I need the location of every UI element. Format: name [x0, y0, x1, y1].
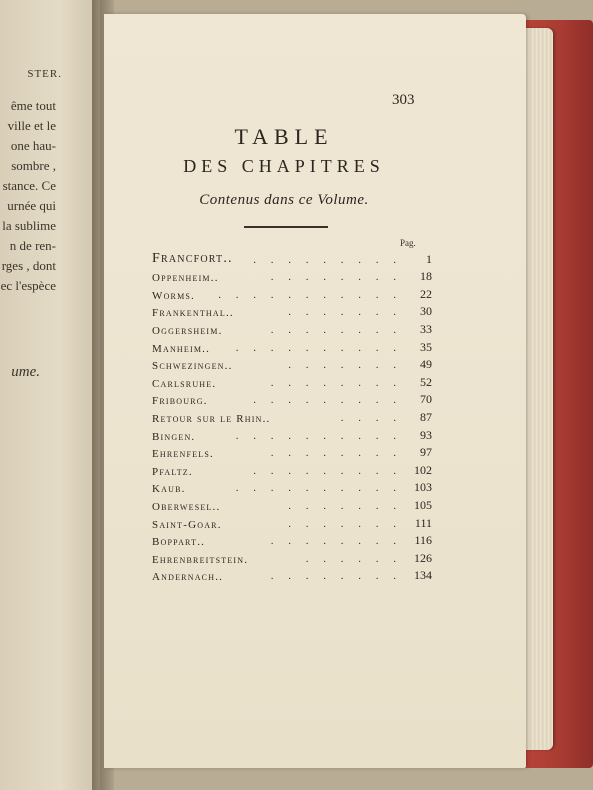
pag-column-label: Pag. — [400, 238, 416, 248]
leader-dots: . . . . . . . — [288, 499, 402, 512]
toc-entry — [152, 285, 432, 303]
chapter-name: Oggersheim. — [152, 324, 223, 337]
chapter-page: 1 — [426, 251, 432, 266]
toc-entry — [152, 391, 432, 409]
chapter-page: 134 — [414, 568, 432, 583]
chapter-name: Oberwesel.. — [152, 500, 221, 513]
leader-dots: . . . . . . . . — [270, 535, 402, 548]
leader-dots: . . . . . . . . . . — [235, 429, 402, 442]
left-page-line: sombre , — [11, 158, 56, 173]
page-number: 303 — [392, 92, 415, 108]
leader-dots: . . . . . . — [305, 552, 402, 565]
leader-dots: . . . . . . . . . — [253, 464, 402, 477]
toc-entry — [152, 303, 432, 321]
leader-dots: . . . . . . . — [288, 359, 402, 372]
toc-entry — [152, 426, 432, 444]
toc-entry — [152, 338, 432, 356]
chapter-name: Ehrenbreitstein. — [152, 553, 249, 566]
left-page-line: ême tout — [10, 98, 56, 113]
toc-entry — [152, 532, 432, 550]
chapter-name: Fribourg. — [152, 395, 208, 408]
toc-entry — [152, 514, 432, 532]
chapter-page: 97 — [420, 445, 432, 460]
toc-entry — [152, 250, 432, 268]
chapter-name: Ehrenfels. — [152, 448, 214, 461]
left-page-line: one hau- — [10, 138, 56, 153]
toc-entry — [152, 268, 432, 286]
toc-entry — [152, 496, 432, 514]
chapter-page: 111 — [414, 515, 432, 530]
chapter-name: Boppart.. — [152, 536, 206, 549]
chapter-name: Andernach.. — [152, 571, 224, 584]
chapter-page: 70 — [420, 392, 432, 407]
chapter-name: Pfaltz. — [152, 465, 193, 478]
toc-entry — [152, 444, 432, 462]
leader-dots: . . . . . . . . . — [253, 394, 402, 407]
chapter-page: 126 — [414, 550, 432, 565]
leader-dots: . . . . . . . — [288, 517, 402, 530]
leader-dots: . . . . . . . — [288, 306, 402, 319]
toc-list — [152, 250, 432, 584]
chapter-page: 35 — [420, 339, 432, 354]
chapter-name: Carlsruhe. — [152, 377, 217, 390]
leader-dots: . . . . . . . . . . — [235, 482, 402, 495]
chapter-page: 33 — [420, 321, 432, 336]
chapter-name: Worms. — [152, 289, 196, 302]
chapter-name: Frankenthal.. — [152, 307, 234, 320]
toc-entry — [152, 356, 432, 374]
chapter-page: 102 — [414, 462, 432, 477]
chapter-name: Saint-Goar. — [152, 518, 222, 531]
chapter-page: 52 — [420, 374, 432, 389]
chapter-page: 18 — [420, 269, 432, 284]
left-page-line: ume. — [11, 364, 40, 380]
left-page-line: rges , dont — [1, 258, 56, 273]
leader-dots: . . . . . . . . . . — [235, 341, 402, 354]
chapter-page: 22 — [420, 286, 432, 301]
chapter-name: Oppenheim.. — [152, 272, 219, 285]
left-page-line: n de ren- — [9, 238, 56, 253]
page-subtitle: DES CHAPITRES — [183, 156, 385, 176]
chapter-page: 87 — [420, 409, 432, 424]
toc-entry — [152, 408, 432, 426]
left-page-line: la sublime — [2, 218, 56, 233]
leader-dots: . . . . . . . . — [270, 323, 402, 336]
leader-dots: . . . . . . . . — [270, 376, 402, 389]
chapter-name: Retour sur le Rhin.. — [152, 412, 271, 425]
left-facing-page — [0, 0, 100, 790]
leader-dots: . . . . . . . . — [270, 271, 402, 284]
chapter-name: Manheim.. — [152, 342, 211, 355]
chapter-page: 30 — [420, 304, 432, 319]
toc-entry — [152, 549, 432, 567]
leader-dots: . . . . . . . . . — [253, 253, 402, 266]
table-of-contents-page — [104, 14, 526, 768]
left-page-line: stance. Ce — [2, 178, 56, 193]
chapter-page: 93 — [420, 427, 432, 442]
toc-entry — [152, 373, 432, 391]
chapter-page: 116 — [414, 533, 432, 548]
leader-dots: . . . . . . . . . . . — [218, 288, 402, 301]
left-page-line: urnée qui — [7, 198, 56, 213]
chapter-name: Francfort.. — [152, 250, 233, 266]
chapter-name: Bingen. — [152, 430, 196, 443]
chapter-page: 49 — [420, 357, 432, 372]
chapter-name: Schwezingen.. — [152, 360, 233, 373]
left-page-line: STER. — [27, 68, 62, 80]
toc-entry — [152, 320, 432, 338]
chapter-name: Kaub. — [152, 483, 186, 496]
toc-entry — [152, 479, 432, 497]
title-rule — [244, 226, 328, 228]
toc-entry — [152, 567, 432, 585]
chapter-page: 105 — [414, 497, 432, 512]
toc-entry — [152, 461, 432, 479]
page-title: TABLE — [234, 124, 334, 149]
left-page-line: ville et le — [7, 118, 56, 133]
leader-dots: . . . . . . . . — [270, 570, 402, 583]
chapter-page: 103 — [414, 480, 432, 495]
left-page-line: ec l'espèce — [0, 278, 56, 293]
page-caption: Contenus dans ce Volume. — [199, 192, 369, 208]
leader-dots: . . . . . . . . — [270, 447, 402, 460]
leader-dots: . . . . — [340, 411, 402, 424]
